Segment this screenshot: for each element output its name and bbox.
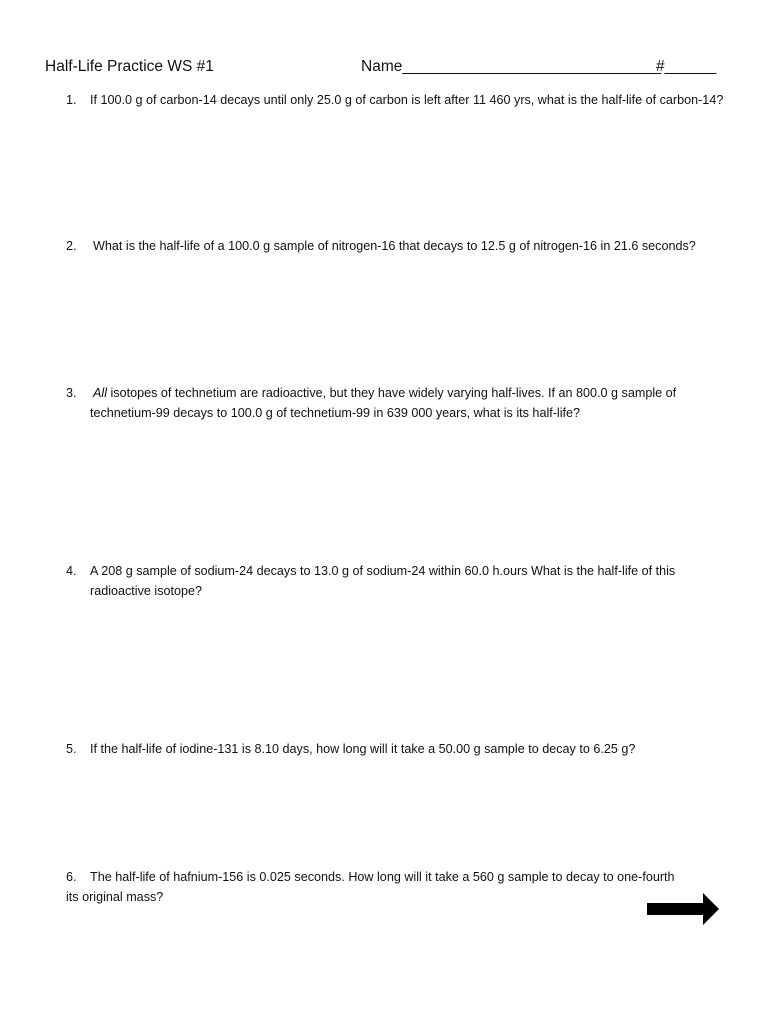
question-number: 1. [66,93,77,107]
question-text: If the half-life of iodine-131 is 8.10 days, how long will it take a 50.00 g sample to decay to 6.25 g? [90,742,636,756]
question-1 [66,91,738,111]
right-arrow-icon [647,893,719,925]
question-number: 2. [66,239,77,253]
question-number: 6. [66,870,77,884]
question-text: If 100.0 g of carbon-14 decays until only 25.0 g of carbon is left after 11 460 yrs, what is the half-life of carbon-14? [90,93,724,107]
question-text: The half-life of hafnium-156 is 0.025 seconds. How long will it take a 560 g sample to decay to one-fourth [90,870,675,884]
question-5 [66,740,738,760]
question-text: A 208 g sample of sodium-24 decays to 13.0 g of sodium-24 within 60.0 h.ours What is the half-life of this radioactive isotope? [90,564,676,598]
question-text-continuation: its original mass? [66,889,164,904]
question-4 [66,562,738,601]
question-text: What is the half-life of a 100.0 g sample of nitrogen-16 that decays to 12.5 g of nitrogen-16 in 21.6 seconds? [93,239,696,253]
worksheet-title: Half-Life Practice WS #1 [45,58,214,75]
worksheet-header [45,58,725,80]
question-number: 3. [66,386,77,400]
question-text-body: isotopes of technetium are radioactive, but they have widely varying half-lives. If an 800.0 g sample of technetium-99 decays to 100.0 g of technetium-99 in 639 000 years, what is its half-life? [90,386,677,420]
emphasis-word: All [93,386,107,400]
name-field: Name______________________________ [361,58,661,75]
question-6 [66,868,738,907]
question-number: 4. [66,564,77,578]
student-number-field: #______ [656,58,717,75]
question-text [90,384,738,423]
question-3 [66,384,738,423]
question-2 [66,237,738,257]
question-number: 5. [66,742,77,756]
